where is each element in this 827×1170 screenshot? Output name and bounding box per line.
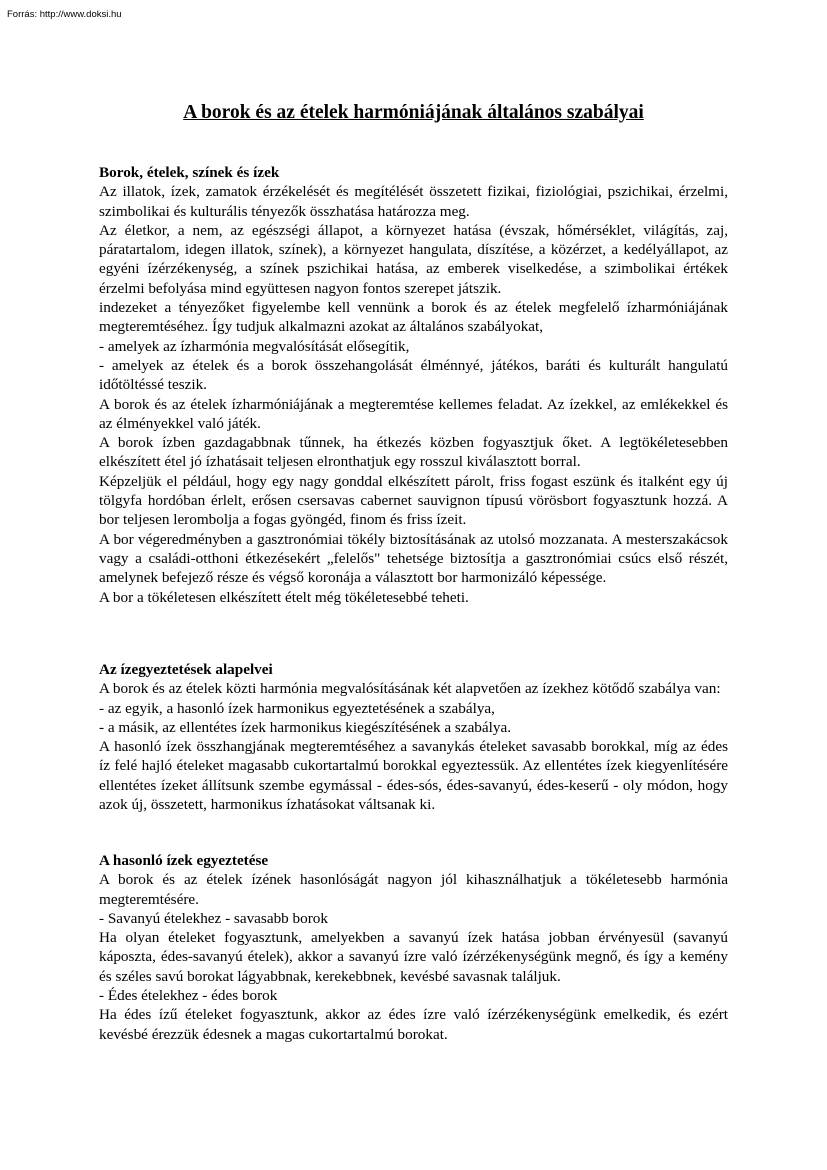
paragraph: Ha olyan ételeket fogyasztunk, amelyekben a savanyú ízek hatása jobban érvényesül (savanyú káposzta, édes-savanyú ételek), akkor a savanyú ízre való ízérzékenységünk megnő, és így a kemény és széles savú borokat lágyabbnak, kerekebbnek, kevésbé savasnak találjuk. (99, 929, 728, 985)
list-item: - Édes ételekhez - édes borok (99, 987, 278, 1005)
paragraph: A bor a tökéletesen elkészített ételt még tökéletesebbé teheti. (99, 588, 469, 606)
section-principles (99, 660, 728, 814)
paragraph: Az életkor, a nem, az egészségi állapot, a környezet hatása (évszak, hőmérséklet, világítás, zaj, páratartalom, idegen illatok, színek), a környezet hangulata, díszítése, a közérzet, a kedélyállapot, az egyéni ízérzékenység, a színek pszichikai hatása, az emberek viselkedése, a szimbolikai értékek érzelmi befolyása mind együttesen nagyon fontos szerepet játszik. (99, 221, 728, 297)
paragraph: Ha édes ízű ételeket fogyasztunk, akkor az édes ízre való ízérzékenységünk emelkedik, és ezért kevésbé érezzük édesnek a magas cukortartalmú borokat. (99, 1006, 728, 1043)
list-item: - amelyek az ízharmónia megvalósítását elősegítik, (99, 337, 410, 355)
section-heading: A hasonló ízek egyeztetése (99, 852, 269, 869)
paragraph: A hasonló ízek összhangjának megteremtéséhez a savanykás ételeket savasabb borokkal, míg az édes íz felé hajló ételeket magasabb cukortartalmú borokkal egyeztessük. Az ellentétes ízek kiegyenlítésére ellentétes ízeket állítsunk szembe egymással - édes-sós, édes-savanyú, édes-keserű - oly módon, hogy azok új, összetett, harmonikus ízhatásokat váltsanak ki. (99, 738, 728, 814)
paragraph: A borok és az ételek közti harmónia megvalósításának két alapvetően az ízekhez kötődő szabálya van: (99, 680, 721, 698)
paragraph: A borok és az ételek ízének hasonlóságát nagyon jól kihasználhatjuk a tökéletesebb harmónia megteremtésére. (99, 871, 728, 908)
section-heading: Az ízegyeztetések alapelvei (99, 661, 273, 678)
list-item: - a másik, az ellentétes ízek harmonikus kiegészítésének a szabálya. (99, 718, 511, 736)
list-item: - amelyek az ételek és a borok összehangolását élménnyé, játékos, baráti és kulturált hangulatú időtöltéssé teszik. (99, 356, 728, 394)
paragraph: Az illatok, ízek, zamatok érzékelését és megítélését összetett fizikai, fiziológiai, pszichikai, érzelmi, szimbolikai és kulturális tényezők összhatása határozza meg. (99, 183, 728, 220)
section-similar-flavors (99, 851, 728, 1044)
page-title: A borok és az ételek harmóniájának általános szabályai (183, 102, 644, 123)
paragraph: A borok ízben gazdagabbnak tűnnek, ha étkezés közben fogyasztjuk őket. A legtökéletesebben elkészített étel jó ízhatásait teljesen elronthatjuk egy rosszul kiválasztott borral. (99, 434, 728, 471)
list-item: - Savanyú ételekhez - savasabb borok (99, 909, 328, 927)
source-url: Forrás: http://www.doksi.hu (7, 9, 122, 20)
list-item: - az egyik, a hasonló ízek harmonikus egyeztetésének a szabálya, (99, 699, 495, 717)
section-heading: Borok, ételek, színek és ízek (99, 164, 280, 181)
paragraph: A bor végeredményben a gasztronómiai tökély biztosításának az utolsó mozzanata. A mesterszakácsok vagy a családi-otthoni étkezésekért „felelős" tehetsége biztosítja a gasztronómiai csúcs első részét, amelynek befejező része és végső koronája a választott bor harmonizáló képessége. (99, 530, 728, 587)
paragraph: A borok és az ételek ízharmóniájának a megteremtése kellemes feladat. Az ízekkel, az emlékekkel és az élményekkel való játék. (99, 395, 728, 432)
paragraph: Képzeljük el például, hogy egy nagy gonddal elkészített párolt, friss fogast eszünk és italként egy új tölgyfa hordóban érlelt, erősen csersavas cabernet sauvignon típusú vörösbort fogyasztunk hozzá. A bor teljesen lerombolja a fogas gyöngéd, finom és friss ízeit. (99, 472, 728, 529)
paragraph: indezeket a tényezőket figyelembe kell vennünk a borok és az ételek megfelelő ízharmóniájának megteremtéséhez. Így tudjuk alkalmazni azokat az általános szabályokat, (99, 299, 728, 336)
section-flavors (99, 163, 728, 607)
